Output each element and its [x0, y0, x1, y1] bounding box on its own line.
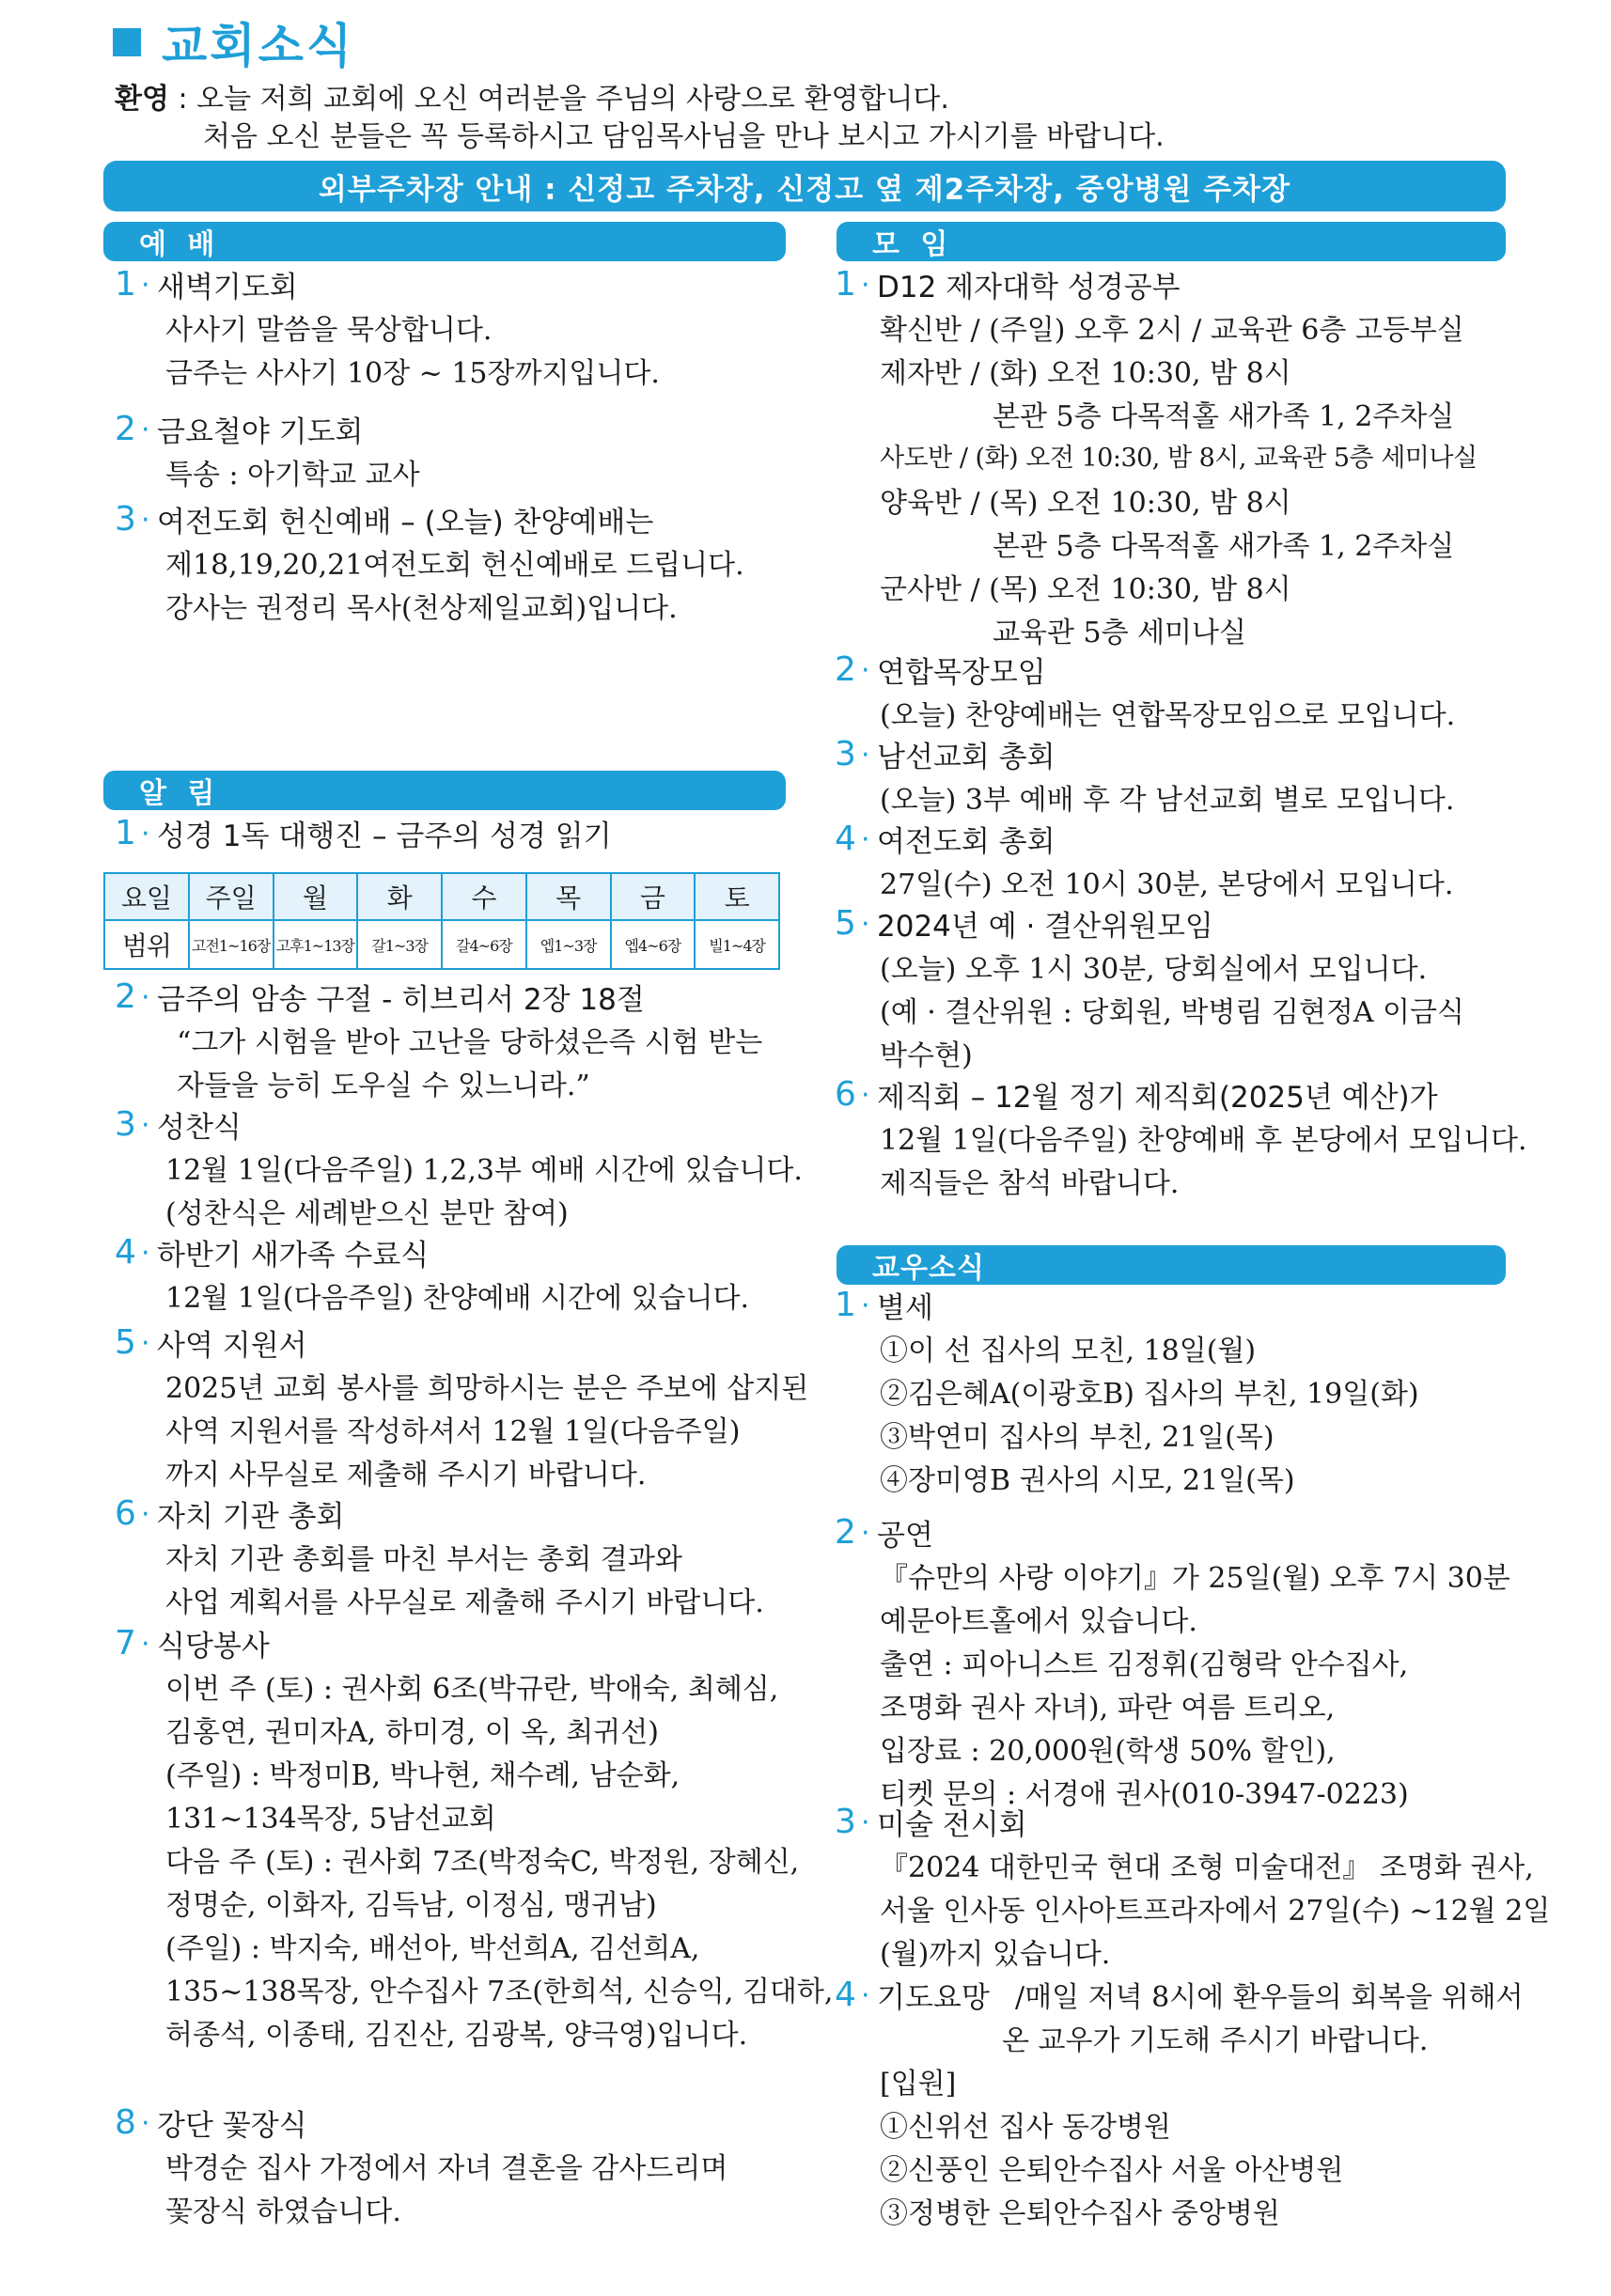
welcome-label: 환영	[115, 83, 169, 116]
item-number: 6	[835, 1075, 856, 1114]
bible-day-cell: 목	[526, 873, 611, 920]
item-number: 5	[115, 1323, 136, 1362]
item-number: 3	[115, 1105, 136, 1144]
item-body-line: 확신반 / (주일) 오후 2시 / 교육관 6층 고등부실	[880, 314, 1464, 347]
bible-range-cell: 빌1~4장	[695, 920, 779, 969]
item-title: 사역 지원서	[157, 1329, 307, 1363]
item-number: 2	[835, 650, 856, 689]
item-body-line: (월)까지 있습니다.	[880, 1938, 1111, 1971]
item-bullet-dot: ·	[141, 818, 150, 851]
item-body-line: (성찬식은 세례받으신 분만 참여)	[165, 1197, 569, 1230]
item-body-line: ②김은혜A(이광호B) 집사의 부친, 19일(화)	[880, 1378, 1419, 1411]
bible-day-cell: 요일	[104, 873, 189, 920]
item-title: 별세	[877, 1291, 933, 1325]
item-body-line: 입장료 : 20,000원(학생 50% 할인),	[880, 1735, 1336, 1768]
page-title: 교회소식	[162, 19, 355, 73]
item-body-line: 본관 5층 다목적홀 새가족 1, 2주차실	[993, 530, 1455, 563]
item-body-line: “그가 시험을 받아 고난을 당하셨은즉 시험 받는	[177, 1026, 763, 1059]
welcome-text-1: : 오늘 저희 교회에 오신 여러분을 주님의 사랑으로 환영합니다.	[178, 83, 949, 116]
title-square-icon	[113, 28, 141, 56]
item-body-line: 꽃장식 하였습니다.	[165, 2195, 401, 2228]
bible-day-cell: 수	[442, 873, 526, 920]
item-body-line: 12월 1일(다음주일) 찬양예배 후 본당에서 모입니다.	[880, 1124, 1527, 1157]
item-bullet-dot: ·	[141, 1628, 150, 1661]
page-title-row	[113, 9, 354, 75]
item-body-line: 자들을 능히 도우실 수 있느니라.”	[177, 1070, 590, 1102]
item-title: 새벽기도회	[157, 271, 298, 305]
item-body-line: /매일 저녁 8시에 환우들의 회복을 위해서	[1015, 1981, 1524, 2014]
item-bullet-dot: ·	[861, 1806, 870, 1839]
item-body-line: 서울 인사동 인사아트프라자에서 27일(수) ~12월 2일	[880, 1895, 1551, 1928]
item-bullet-dot: ·	[861, 1289, 870, 1322]
item-bullet-dot: ·	[861, 1517, 870, 1550]
item-body-line: 이번 주 (토) : 권사회 6조(박규란, 박애숙, 최혜심,	[165, 1673, 779, 1706]
item-title: 미술 전시회	[877, 1808, 1027, 1842]
item-bullet-dot: ·	[861, 654, 870, 687]
item-number: 5	[835, 904, 856, 943]
item-bullet-dot: ·	[861, 1979, 870, 2012]
item-body-line: 조명화 권사 자녀), 파란 여름 트리오,	[880, 1692, 1336, 1725]
item-body-line: 사도반 / (화) 오전 10:30, 밤 8시, 교육관 5층 세미나실	[880, 444, 1478, 473]
item-number: 2	[115, 977, 136, 1016]
item-body-line: 자치 기관 총회를 마친 부서는 총회 결과와	[165, 1543, 682, 1576]
item-title: 여전도회 총회	[877, 825, 1056, 859]
item-body-line: (주일) : 박지숙, 배선아, 박선희A, 김선희A,	[165, 1932, 700, 1965]
welcome-line-1	[115, 75, 949, 117]
item-body-line: 양육반 / (목) 오전 10:30, 밤 8시	[880, 487, 1291, 520]
item-bullet-dot: ·	[141, 269, 150, 302]
parking-banner: 외부주차장 안내 : 신정고 주차장, 신정고 옆 제2주차장, 중앙병원 주차장	[103, 161, 1506, 211]
item-body-line: 특송 : 아기학교 교사	[165, 459, 420, 492]
item-number: 1	[835, 265, 856, 304]
item-bullet-dot: ·	[861, 1079, 870, 1112]
bible-day-cell: 금	[611, 873, 696, 920]
item-body-line: (주일) : 박정미B, 박나현, 채수례, 남순화,	[165, 1759, 680, 1792]
item-body-line: 사역 지원서를 작성하셔서 12월 1일(다음주일)	[165, 1415, 741, 1448]
item-bullet-dot: ·	[861, 823, 870, 856]
item-title: D12 제자대학 성경공부	[877, 271, 1181, 305]
item-body-line: 박경순 집사 가정에서 자녀 결혼을 감사드리며	[165, 2152, 728, 2185]
bible-range-cell: 고전1~16장	[189, 920, 274, 969]
admission-label: [입원]	[880, 2068, 957, 2101]
item-bullet-dot: ·	[861, 269, 870, 302]
item-body-line: 135~138목장, 안수집사 7조(한희석, 신승익, 김대하,	[165, 1976, 834, 2008]
item-bullet-dot: ·	[861, 908, 870, 941]
item-number: 3	[115, 500, 136, 539]
item-number: 2	[835, 1513, 856, 1552]
item-title: 여전도회 헌신예배 – (오늘) 찬양예배는	[157, 506, 654, 539]
item-body-line: ④장미영B 권사의 시모, 21일(목)	[880, 1464, 1295, 1497]
bible-reading-table	[103, 872, 780, 970]
item-body-line: (오늘) 오후 1시 30분, 당회실에서 모입니다.	[880, 953, 1428, 986]
item-number: 3	[835, 735, 856, 773]
notices-header: 알 림	[103, 771, 786, 810]
item-number: 3	[835, 1803, 856, 1841]
item-body-line: 까지 사무실로 제출해 주시기 바랍니다.	[165, 1459, 647, 1492]
item-number: 7	[115, 1624, 136, 1663]
admission-line: ③정병한 은퇴안수집사 중앙병원	[880, 2197, 1280, 2230]
item-number: 8	[115, 2103, 136, 2142]
bible-range-cell: 갈4~6장	[442, 920, 526, 969]
bible-day-cell: 월	[274, 873, 358, 920]
item-bullet-dot: ·	[141, 1498, 150, 1531]
item-title: 공연	[877, 1519, 933, 1553]
item-body-line: (오늘) 3부 예배 후 각 남선교회 별로 모입니다.	[880, 784, 1455, 817]
item-body-line: 『2024 대한민국 현대 조형 미술대전』 조명화 권사,	[880, 1851, 1534, 1884]
item-body-line: 온 교우가 기도해 주시기 바랍니다.	[1002, 2024, 1429, 2057]
members-header: 교우소식	[837, 1245, 1506, 1285]
item-title: 기도요망	[877, 1981, 990, 2015]
item-body-line: 교육관 5층 세미나실	[993, 617, 1246, 649]
item-number: 4	[115, 1233, 136, 1272]
item-body-line: 출연 : 피아니스트 김정휘(김형락 안수집사,	[880, 1648, 1409, 1681]
item-body-line: 12월 1일(다음주일) 1,2,3부 예배 시간에 있습니다.	[165, 1154, 803, 1187]
item-bullet-dot: ·	[141, 2107, 150, 2140]
item-body-line: ③박연미 집사의 부친, 21일(목)	[880, 1421, 1275, 1454]
item-number: 1	[115, 814, 136, 852]
item-title: 금요철야 기도회	[157, 415, 364, 449]
bible-range-cell: 엡4~6장	[611, 920, 696, 969]
item-title: 하반기 새가족 수료식	[157, 1239, 430, 1273]
item-body-line: 강사는 권정리 목사(천상제일교회)입니다.	[165, 592, 678, 625]
item-body-line: 12월 1일(다음주일) 찬양예배 시간에 있습니다.	[165, 1282, 750, 1315]
item-title: 자치 기관 총회	[157, 1500, 345, 1534]
item-body-line: 2025년 교회 봉사를 희망하시는 분은 주보에 삽지된	[165, 1372, 809, 1405]
item-bullet-dot: ·	[141, 1237, 150, 1270]
item-body-line: 다음 주 (토) : 권사회 7조(박정숙C, 박정원, 장혜신,	[165, 1846, 800, 1879]
item-number: 1	[115, 265, 136, 304]
bible-range-cell: 고후1~13장	[274, 920, 358, 969]
worship-header: 예 배	[103, 222, 786, 261]
item-number: 2	[115, 410, 136, 448]
welcome-line-2: 처음 오신 분들은 꼭 등록하시고 담임목사님을 만나 보시고 가시기를 바랍니다.	[203, 120, 1165, 153]
meetings-header: 모 임	[837, 222, 1506, 261]
item-body-line: 김홍연, 권미자A, 하미경, 이 옥, 최귀선)	[165, 1716, 659, 1749]
item-title: 금주의 암송 구절 - 히브리서 2장 18절	[157, 983, 645, 1017]
bible-range-cell: 범위	[104, 920, 189, 969]
item-title: 강단 꽃장식	[157, 2109, 307, 2143]
item-title: 제직회 – 12월 정기 제직회(2025년 예산)가	[877, 1081, 1438, 1115]
item-body-line: 사사기 말씀을 묵상합니다.	[165, 314, 493, 347]
item-title: 식당봉사	[157, 1630, 270, 1663]
bible-day-cell: 토	[695, 873, 779, 920]
item-title: 연합목장모임	[877, 656, 1046, 690]
item-body-line: 제자반 / (화) 오전 10:30, 밤 8시	[880, 357, 1291, 390]
item-body-line: 군사반 / (목) 오전 10:30, 밤 8시	[880, 573, 1291, 606]
item-number: 4	[835, 1976, 856, 2014]
item-body-line: 금주는 사사기 10장 ~ 15장까지입니다.	[165, 357, 660, 390]
item-title: 2024년 예 · 결산위원모임	[877, 910, 1213, 944]
item-bullet-dot: ·	[141, 981, 150, 1014]
item-number: 6	[115, 1494, 136, 1533]
item-bullet-dot: ·	[141, 1327, 150, 1360]
item-body-line: 정명순, 이화자, 김득남, 이정심, 맹귀남)	[165, 1889, 657, 1922]
item-body-line: 티켓 문의 : 서경애 권사(010-3947-0223)	[880, 1778, 1409, 1811]
bible-day-cell: 주일	[189, 873, 274, 920]
item-title: 남선교회 총회	[877, 741, 1056, 774]
bible-day-cell: 화	[357, 873, 442, 920]
item-body-line: 예문아트홀에서 있습니다.	[880, 1605, 1197, 1638]
bible-range-cell: 갈1~3장	[357, 920, 442, 969]
item-body-line: 제18,19,20,21여전도회 헌신예배로 드립니다.	[165, 549, 744, 582]
item-body-line: 제직들은 참석 바랍니다.	[880, 1167, 1180, 1200]
admission-line: ②신풍인 은퇴안수집사 서울 아산병원	[880, 2154, 1344, 2187]
item-bullet-dot: ·	[141, 414, 150, 446]
item-bullet-dot: ·	[141, 504, 150, 537]
item-title: 성찬식	[157, 1111, 242, 1145]
item-body-line: (예 · 결산위원 : 당회원, 박병림 김현정A 이금식	[880, 996, 1464, 1029]
item-number: 4	[835, 820, 856, 858]
bible-range-cell: 엡1~3장	[526, 920, 611, 969]
item-body-line: 131~134목장, 5남선교회	[165, 1803, 496, 1835]
item-body-line: (오늘) 찬양예배는 연합목장모임으로 모입니다.	[880, 699, 1456, 732]
item-bullet-dot: ·	[141, 1109, 150, 1142]
item-body-line: 박수현)	[880, 1039, 973, 1072]
item-bullet-dot: ·	[861, 739, 870, 772]
item-title: 성경 1독 대행진 – 금주의 성경 읽기	[157, 820, 612, 853]
item-body-line: ①이 선 집사의 모친, 18일(월)	[880, 1335, 1257, 1367]
item-body-line: 『슈만의 사랑 이야기』가 25일(월) 오후 7시 30분	[880, 1562, 1510, 1595]
admission-line: ①신위선 집사 동강병원	[880, 2111, 1171, 2144]
item-number: 1	[835, 1286, 856, 1324]
item-body-line: 27일(수) 오전 10시 30분, 본당에서 모입니다.	[880, 868, 1454, 901]
item-body-line: 허종석, 이종태, 김진산, 김광복, 양극영)입니다.	[165, 2019, 748, 2052]
item-body-line: 사업 계획서를 사무실로 제출해 주시기 바랍니다.	[165, 1586, 764, 1619]
item-body-line: 본관 5층 다목적홀 새가족 1, 2주차실	[993, 400, 1455, 433]
